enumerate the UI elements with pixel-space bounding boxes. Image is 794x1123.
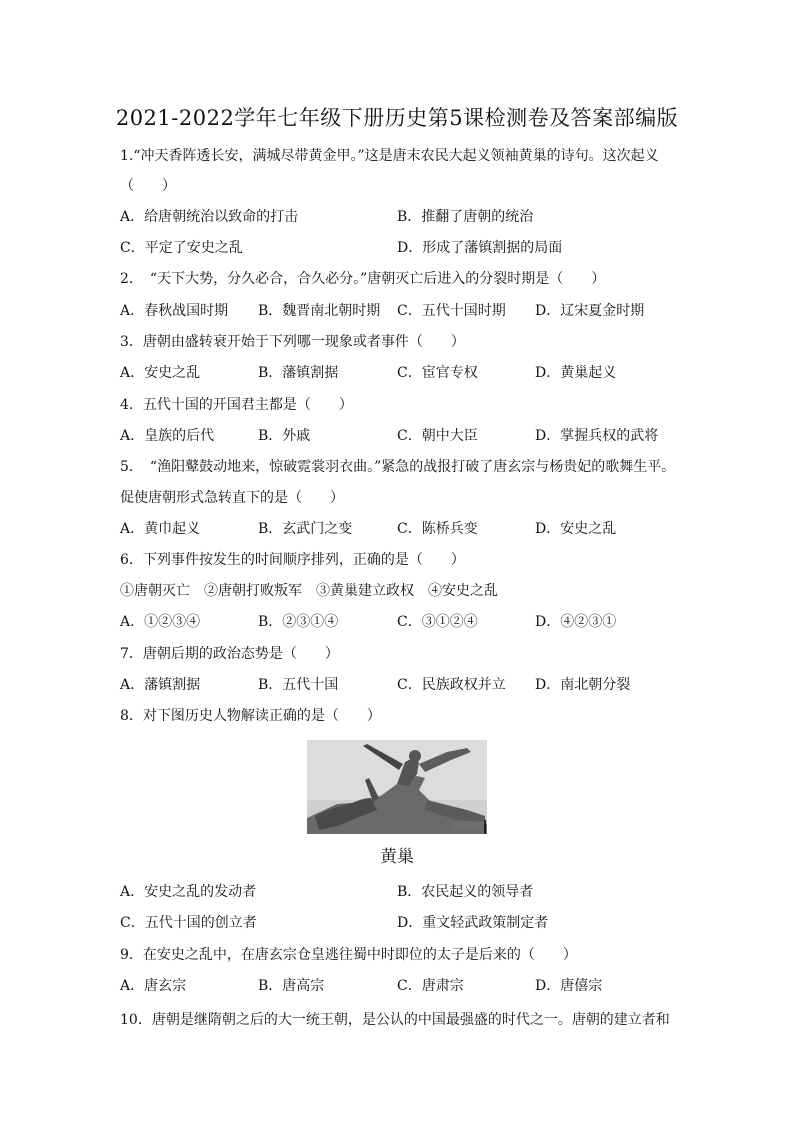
statue-silhouette: [307, 740, 487, 834]
question-1-answer-blank: （ ）: [120, 178, 176, 194]
question-2-option-d: D．辽宋夏金时期: [535, 303, 645, 319]
question-8-option-c: C．五代十国的创立者: [120, 915, 257, 931]
question-6-option-b: B．②③①④: [258, 614, 339, 630]
question-4-stem: 4．五代十国的开国君主都是（ ）: [120, 397, 353, 413]
question-8-option-b: B．农民起义的领导者: [397, 884, 534, 900]
question-5-option-b: B．玄武门之变: [258, 521, 353, 537]
question-3-option-b: B．藩镇割据: [258, 365, 339, 381]
question-9-option-d: D．唐僖宗: [535, 978, 603, 994]
question-1-stem: 1.“冲天香阵透长安，满城尽带黄金甲。”这是唐末农民大起义领袖黄巢的诗句。这次起义: [120, 148, 659, 164]
question-1-option-c: C．平定了安史之乱: [120, 240, 243, 256]
question-8-option-a: A．安史之乱的发动者: [120, 884, 257, 900]
question-6-stem: 6．下列事件按发生的时间顺序排列，正确的是（ ）: [120, 552, 465, 568]
question-10-stem: 10．唐朝是继隋朝之后的大一统王朝，是公认的中国最强盛的时代之一。唐朝的建立者和: [120, 1012, 670, 1028]
question-7-option-a: A．藩镇割据: [120, 677, 201, 693]
question-7-option-b: B．五代十国: [258, 677, 339, 693]
question-9-option-b: B．唐高宗: [258, 978, 325, 994]
question-3-stem: 3．唐朝由盛转衰开始于下列哪一现象或者事件（ ）: [120, 334, 465, 350]
question-5-option-d: D．安史之乱: [535, 521, 617, 537]
question-7-stem: 7．唐朝后期的政治态势是（ ）: [120, 646, 339, 662]
question-9-stem: 9．在安史之乱中，在唐玄宗仓皇逃往蜀中时即位的太子是后来的（ ）: [120, 947, 577, 963]
question-6-option-c: C．③①②④: [397, 614, 478, 630]
question-4-option-c: C．朝中大臣: [397, 428, 478, 444]
question-1-option-d: D．形成了藩镇割据的局面: [397, 240, 563, 256]
question-3-option-c: C．宦官专权: [397, 365, 478, 381]
huang-chao-statue-image: [307, 740, 487, 834]
question-8-stem: 8．对下图历史人物解读正确的是（ ）: [120, 708, 381, 724]
question-5-option-a: A．黄巾起义: [120, 521, 201, 537]
question-2-option-a: A．春秋战国时期: [120, 303, 229, 319]
question-7-option-d: D．南北朝分裂: [535, 677, 631, 693]
question-1-option-b: B．推翻了唐朝的统治: [397, 209, 534, 225]
question-5-stem: 5． “渔阳鼙鼓动地来，惊破霓裳羽衣曲。”紧急的战报打破了唐玄宗与杨贵妃的歌舞生平。: [120, 459, 676, 475]
question-9-option-c: C．唐肃宗: [397, 978, 464, 994]
question-8-option-d: D．重文轻武政策制定者: [397, 915, 549, 931]
question-4-option-d: D．掌握兵权的武将: [535, 428, 659, 444]
question-6-option-d: D．④②③①: [535, 614, 617, 630]
question-9-option-a: A．唐玄宗: [120, 978, 187, 994]
question-6-events: ①唐朝灭亡 ②唐朝打败叛军 ③黄巢建立政权 ④安史之乱: [120, 583, 498, 599]
question-3-option-d: D．黄巢起义: [535, 365, 617, 381]
question-4-option-b: B．外戚: [258, 428, 311, 444]
question-5-stem-continued: 促使唐朝形式急转直下的是（ ）: [120, 490, 344, 506]
question-3-option-a: A．安史之乱: [120, 365, 201, 381]
question-1-option-a: A．给唐朝统治以致命的打击: [120, 209, 299, 225]
question-6-option-a: A．①②③④: [120, 614, 201, 630]
figure-caption: 黄巢: [380, 847, 414, 867]
question-5-option-c: C．陈桥兵变: [397, 521, 478, 537]
question-2-option-c: C．五代十国时期: [397, 303, 506, 319]
question-2-option-b: B．魏晋南北朝时期: [258, 303, 381, 319]
question-7-option-c: C．民族政权并立: [397, 677, 506, 693]
question-2-stem: 2． “天下大势，分久必合，合久必分。”唐朝灭亡后进入的分裂时期是（ ）: [120, 271, 606, 287]
question-4-option-a: A．皇族的后代: [120, 428, 215, 444]
page-title: 2021-2022学年七年级下册历史第5课检测卷及答案部编版: [115, 106, 679, 130]
